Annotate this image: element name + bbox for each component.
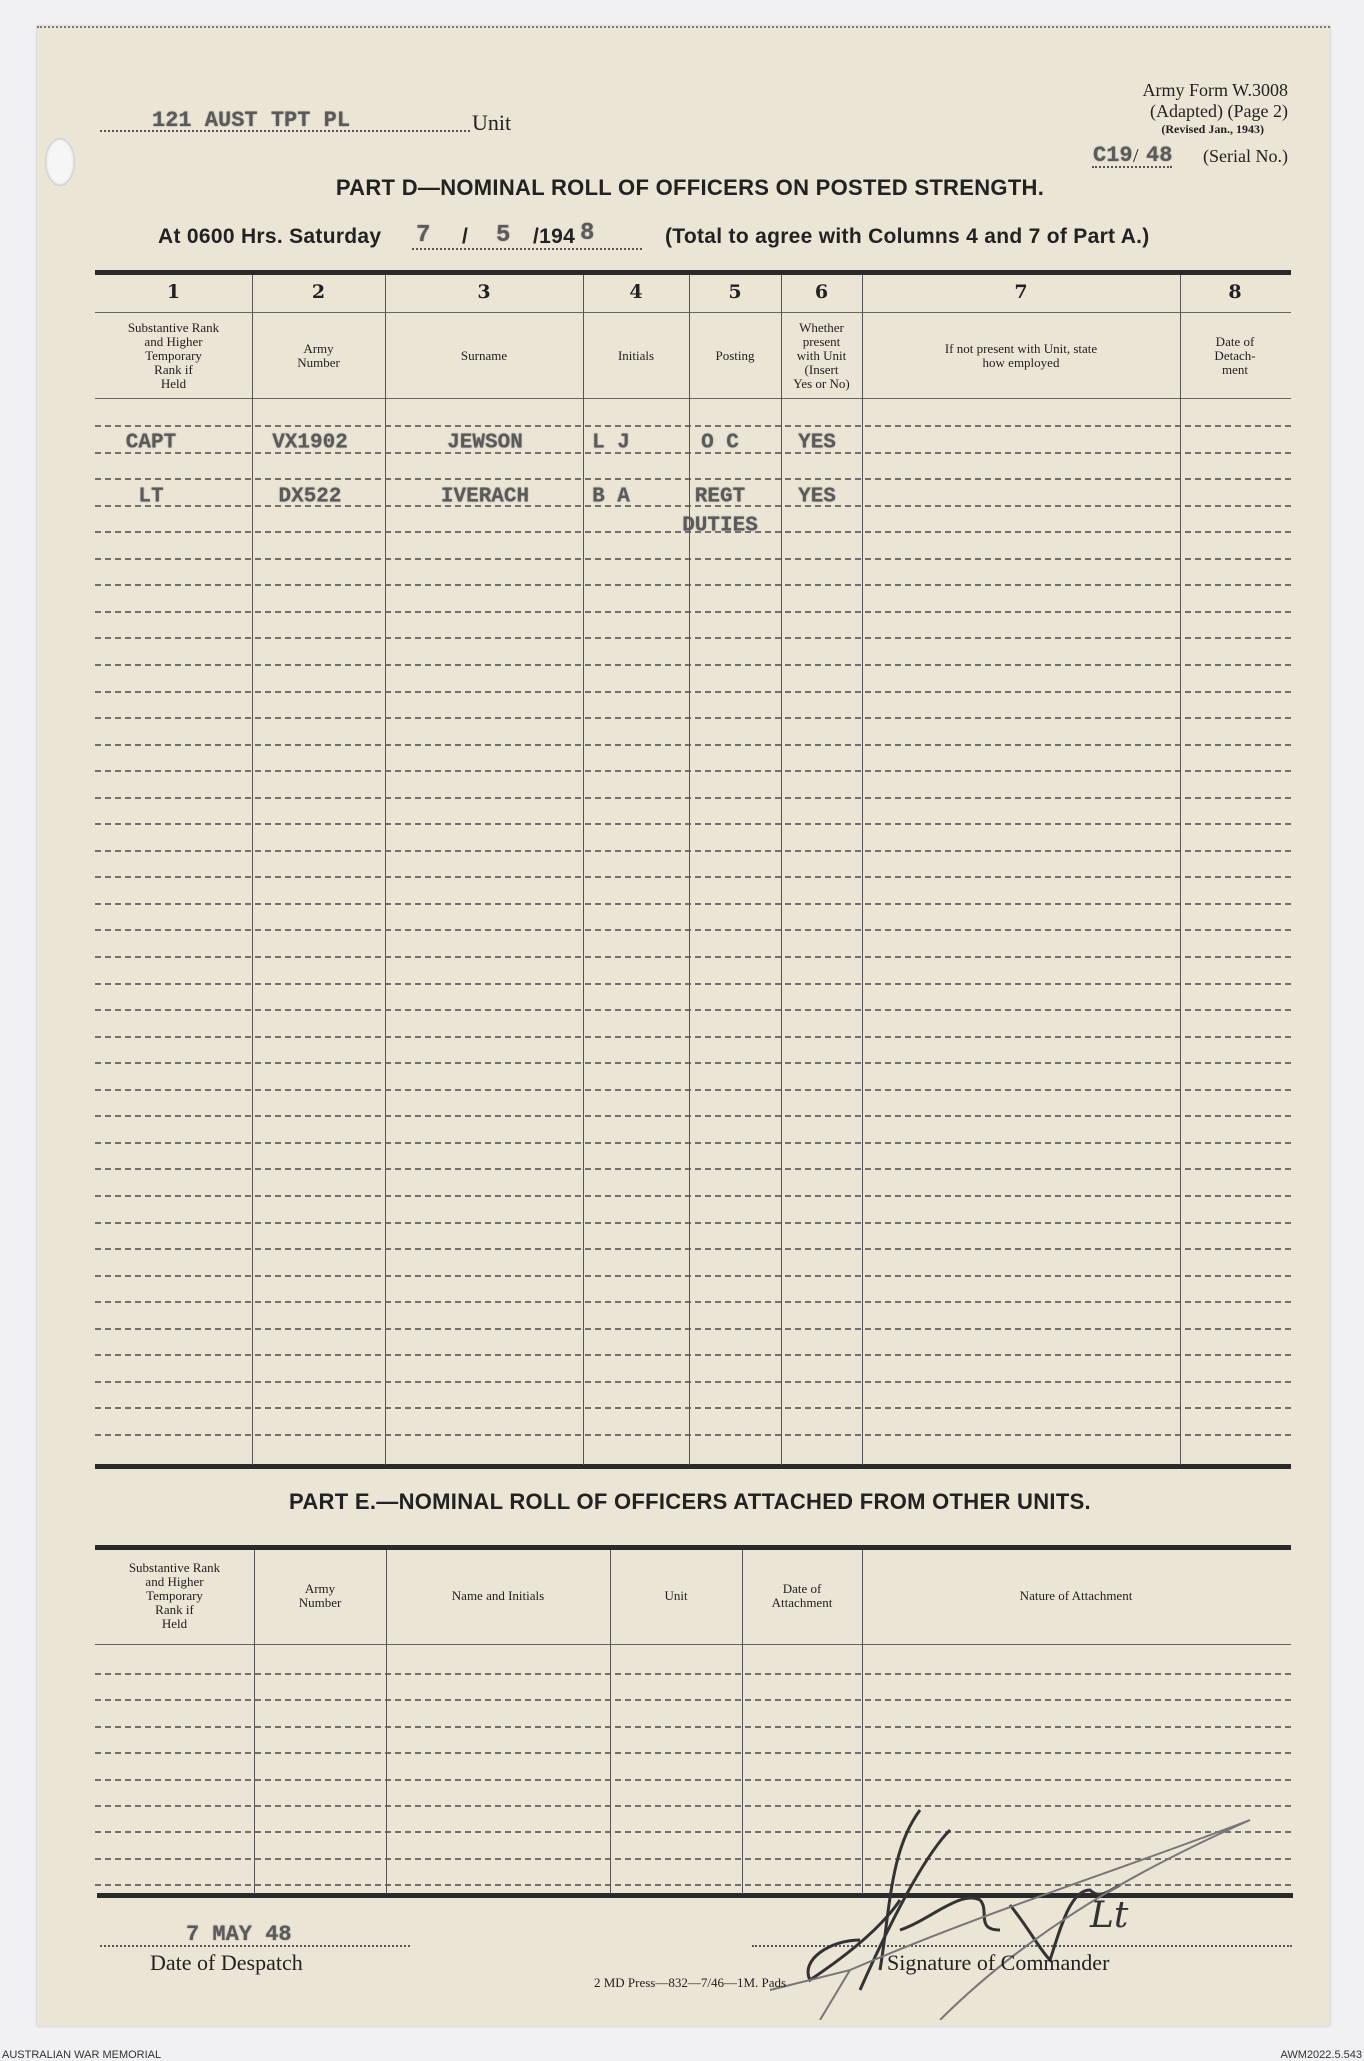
header-row-rule — [95, 1644, 1291, 1645]
table-bottom-rule — [95, 1464, 1291, 1469]
column-number: 7 — [1014, 281, 1028, 303]
row-dashed-line — [95, 691, 1291, 693]
row-dashed-line — [95, 1222, 1291, 1224]
press-note: 2 MD Press—832—7/46—1M. Pads — [593, 1975, 787, 1990]
column-header: Unit — [664, 1588, 688, 1603]
date-separator: / — [462, 225, 469, 248]
row-dashed-line — [95, 1779, 1291, 1781]
column-header: Substantive Rank and Higher Temporary Rank if Held — [127, 320, 220, 391]
row-dashed-line — [95, 584, 1291, 586]
form-adapted: (Adapted) (Page 2) — [1150, 101, 1288, 121]
cell-posting: REGT — [694, 485, 746, 509]
column-header: Surname — [460, 348, 508, 363]
cell-rank: LT — [138, 485, 164, 509]
serial-separator: / — [1133, 145, 1139, 167]
row-dashed-line — [95, 1195, 1291, 1197]
column-number: 6 — [814, 281, 829, 303]
part-d-title: PART D—NOMINAL ROLL OF OFFICERS ON POSTED STRENGTH. — [335, 175, 1045, 200]
row-dashed-line — [95, 1328, 1291, 1330]
column-header: Army Number — [297, 341, 340, 370]
cell-army-number: VX1902 — [272, 431, 348, 455]
number-row-rule — [95, 312, 1291, 313]
form-reference — [1142, 80, 1288, 137]
row-dashed-line — [95, 929, 1291, 931]
header-row-rule — [95, 398, 1291, 399]
column-header: Initials — [617, 348, 655, 363]
row-dashed-line — [95, 823, 1291, 825]
column-header: Nature of Attachment — [1019, 1588, 1133, 1603]
date-year-prefix: /194 — [533, 225, 576, 248]
table-top-rule — [95, 270, 1291, 275]
row-dashed-line — [95, 664, 1291, 666]
column-header: Date of Attachment — [771, 1581, 833, 1610]
date-day: 7 — [416, 222, 431, 249]
commander-signature — [740, 1790, 1260, 2020]
row-dashed-line — [95, 1407, 1291, 1409]
row-dashed-line — [95, 611, 1291, 613]
row-dashed-line — [95, 1089, 1291, 1091]
cell-initials: L J — [592, 431, 630, 455]
part-e-title: PART E.—NOMINAL ROLL OF OFFICERS ATTACHED FROM OTHER UNITS. — [289, 1489, 1091, 1514]
row-dashed-line — [95, 1275, 1291, 1277]
column-number: 1 — [166, 281, 181, 303]
column-number: 3 — [477, 281, 491, 303]
column-header: Name and Initials — [451, 1588, 545, 1603]
perforated-edge — [37, 26, 1330, 28]
row-dashed-line — [95, 903, 1291, 905]
cell-rank: CAPT — [125, 431, 177, 455]
caption-right: AWM2022.5.543 — [1280, 2049, 1362, 2061]
form-revised: (Revised Jan., 1943) — [1161, 122, 1264, 136]
cell-posting-continued: DUTIES — [682, 514, 758, 538]
cell-surname: JEWSON — [447, 431, 523, 455]
unit-label: Unit — [472, 110, 512, 135]
row-dashed-line — [95, 1381, 1291, 1383]
row-dashed-line — [95, 850, 1291, 852]
column-header: Whether present with Unit (Insert Yes or No) — [793, 320, 850, 391]
caption-left: AUSTRALIAN WAR MEMORIAL — [2, 2049, 162, 2061]
serial-year: 48 — [1146, 143, 1173, 168]
cell-initials: B A — [592, 485, 630, 509]
column-header: Date of Detach- ment — [1214, 334, 1256, 377]
column-header: If not present with Unit, state how employed — [944, 341, 1098, 370]
column-number: 8 — [1228, 281, 1242, 303]
signature-label: Signature of Commander — [887, 1950, 1110, 1975]
column-divider — [386, 1550, 387, 1894]
cell-posting: O C — [701, 431, 739, 455]
cell-present: YES — [798, 485, 836, 509]
column-header: Substantive Rank and Higher Temporary Rank if Held — [128, 1560, 221, 1631]
row-dashed-line — [95, 1168, 1291, 1170]
date-dotted-line — [412, 248, 642, 250]
row-dashed-line — [95, 1354, 1291, 1356]
row-dashed-line — [95, 1142, 1291, 1144]
row-dashed-line — [95, 478, 1291, 480]
cell-present: YES — [798, 431, 836, 455]
row-dashed-line — [95, 558, 1291, 560]
despatch-label: Date of Despatch — [150, 1950, 303, 1975]
column-header: Posting — [715, 348, 755, 363]
row-dashed-line — [95, 956, 1291, 958]
column-number: 4 — [629, 281, 643, 303]
row-dashed-line — [95, 770, 1291, 772]
row-dashed-line — [95, 1699, 1291, 1701]
row-dashed-line — [95, 876, 1291, 878]
despatch-date: 7 MAY 48 — [186, 1922, 292, 1947]
column-divider — [254, 1550, 255, 1894]
row-dashed-line — [95, 505, 1291, 507]
row-dashed-line — [95, 1752, 1291, 1754]
table-top-rule — [95, 1545, 1291, 1550]
row-dashed-line — [95, 637, 1291, 639]
column-divider — [610, 1550, 611, 1894]
row-dashed-line — [95, 1036, 1291, 1038]
column-number: 2 — [311, 281, 326, 303]
row-dashed-line — [95, 1009, 1291, 1011]
form-number: Army Form W.3008 — [1142, 80, 1288, 100]
row-dashed-line — [95, 1673, 1291, 1675]
punch-hole — [45, 138, 75, 186]
row-dashed-line — [95, 983, 1291, 985]
unit-value: 121 AUST TPT PL — [152, 108, 351, 133]
serial-number: C19 — [1093, 143, 1133, 168]
row-dashed-line — [95, 1062, 1291, 1064]
date-month: 5 — [496, 222, 511, 249]
row-dashed-line — [95, 797, 1291, 799]
signature-rank: Lt — [1090, 1895, 1129, 1936]
row-dashed-line — [95, 744, 1291, 746]
row-dashed-line — [95, 1726, 1291, 1728]
row-dashed-line — [95, 1248, 1291, 1250]
row-dashed-line — [95, 717, 1291, 719]
date-year-digit: 8 — [580, 220, 595, 247]
row-dashed-line — [95, 1115, 1291, 1117]
cell-surname: IVERACH — [440, 485, 530, 509]
cell-army-number: DX522 — [278, 485, 342, 509]
row-dashed-line — [95, 1434, 1291, 1436]
at-hours-label: At 0600 Hrs. Saturday — [158, 225, 382, 248]
serial-label: (Serial No.) — [1203, 146, 1288, 166]
column-number: 5 — [728, 281, 742, 303]
row-dashed-line — [95, 425, 1291, 427]
column-header: Army Number — [298, 1581, 342, 1610]
total-note: (Total to agree with Columns 4 and 7 of Part A.) — [665, 225, 1150, 248]
row-dashed-line — [95, 1301, 1291, 1303]
